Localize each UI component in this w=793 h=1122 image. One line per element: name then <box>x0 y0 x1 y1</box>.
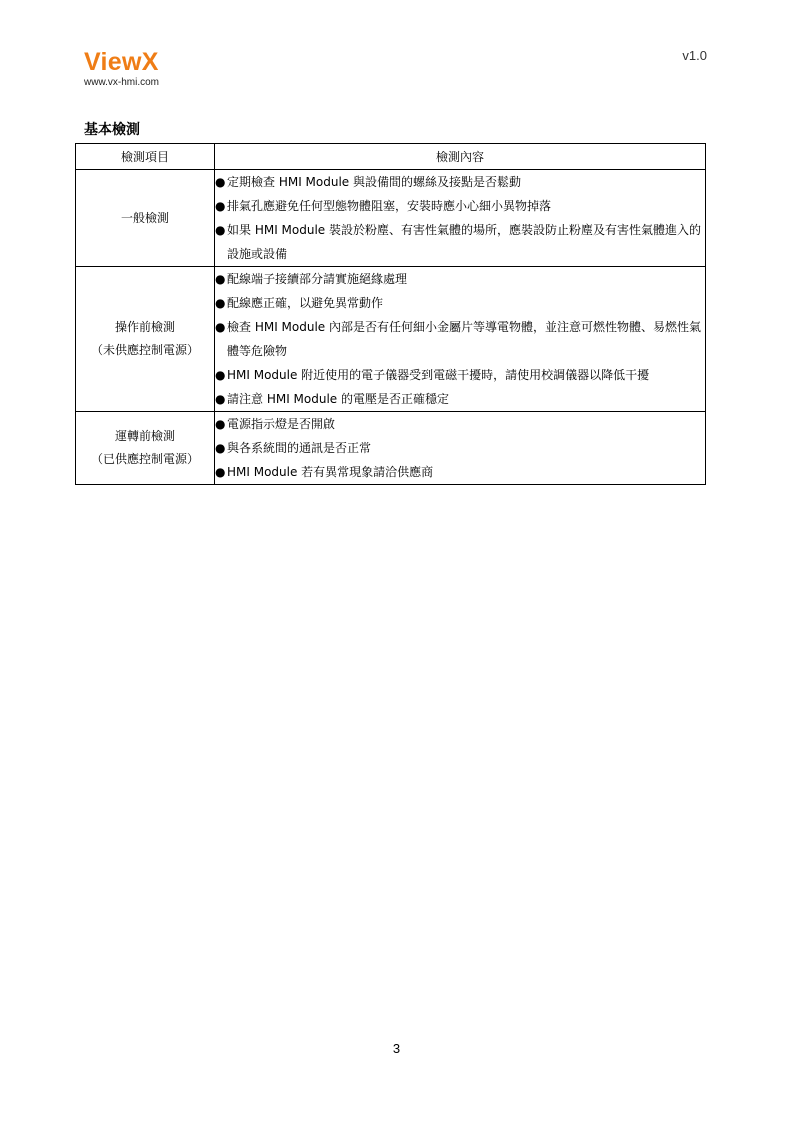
bullet-item: ● 配線端子接續部分請實施絕緣處理 <box>215 267 705 291</box>
table-header-row <box>76 144 706 170</box>
table-row <box>76 412 706 485</box>
item-label: 運轉前檢測 <box>114 429 175 443</box>
table-row <box>76 267 706 412</box>
bullet-item: ● HMI Module 附近使用的電子儀器受到電磁干擾時，請使用校調儀器以降低干擾 <box>215 363 705 387</box>
bullet-item: ● 如果 HMI Module 裝設於粉塵、有害性氣體的場所，應裝設防止粉塵及有害性氣體進入的設施或設備 <box>215 218 705 266</box>
bullet-item: ● 請注意 HMI Module 的電壓是否正確穩定 <box>215 387 705 411</box>
content-cell-pre-run <box>215 412 706 485</box>
item-label: 一般檢測 <box>120 210 169 225</box>
item-cell-general <box>76 170 215 267</box>
item-sublabel: （未供應控制電源） <box>90 343 199 357</box>
content-cell-pre-operation <box>215 267 706 412</box>
column-header-content: 檢測內容 <box>215 144 706 170</box>
bullet-item: ● 檢查 HMI Module 內部是否有任何細小金屬片等導電物體，並注意可燃性物體、易燃性氣體等危險物 <box>215 315 705 363</box>
bullet-item: ● 排氣孔應避免任何型態物體阻塞，安裝時應小心細小異物掉落 <box>215 194 705 218</box>
page-number: 3 <box>392 1041 401 1056</box>
item-cell-pre-run <box>76 412 215 485</box>
bullet-item: ● 電源指示燈是否開啟 <box>215 412 705 436</box>
bullet-item: ● 配線應正確，以避免異常動作 <box>215 291 705 315</box>
table-row <box>76 170 706 267</box>
item-label: 操作前檢測 <box>114 320 175 334</box>
column-header-item: 檢測項目 <box>76 144 215 170</box>
bullet-item: ● HMI Module 若有異常現象請洽供應商 <box>215 460 705 484</box>
inspection-table <box>75 143 706 485</box>
item-cell-pre-operation <box>76 267 215 412</box>
website-url: www.vx-hmi.com <box>84 77 160 88</box>
section-title: 基本檢測 <box>84 122 140 138</box>
item-sublabel: （已供應控制電源） <box>90 452 199 466</box>
company-logo <box>84 48 159 89</box>
content-cell-general <box>215 170 706 267</box>
logo-text: ViewX <box>84 48 159 76</box>
bullet-item: ● 與各系統間的通訊是否正常 <box>215 436 705 460</box>
bullet-item: ● 定期檢查 HMI Module 與設備間的螺絲及接點是否鬆動 <box>215 170 705 194</box>
document-version: v1.0 <box>682 48 707 63</box>
